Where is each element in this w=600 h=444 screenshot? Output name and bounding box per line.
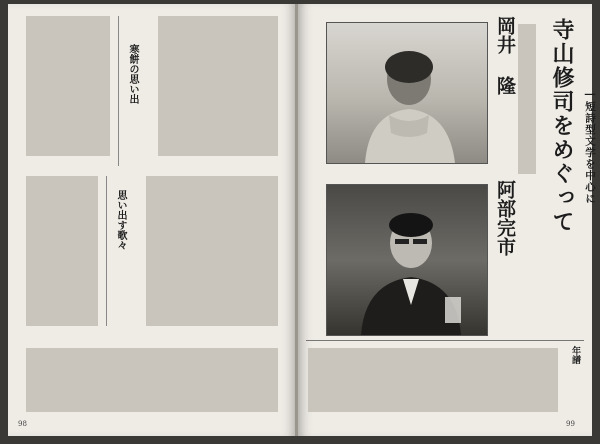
intro-text [516, 24, 538, 182]
portrait-photo-okai [326, 22, 488, 164]
body-text-block [26, 176, 98, 326]
body-text-block [308, 348, 558, 412]
title-block [542, 18, 596, 268]
author-name-okai: 岡井 隆 [494, 16, 516, 95]
article-subtitle: ―短詩型文学を中心に [584, 88, 596, 205]
column-rule [118, 16, 119, 166]
body-text-block [158, 16, 278, 156]
body-text-block [26, 348, 278, 412]
left-page [8, 4, 296, 436]
article-title: 寺山修司をめぐって [549, 18, 575, 234]
body-text-block [26, 16, 110, 156]
right-page [298, 4, 596, 436]
timeline-rule [306, 340, 584, 341]
portrait-illustration [327, 185, 487, 335]
page-number-left: 98 [18, 420, 27, 428]
column-rule [106, 176, 107, 326]
timeline-heading: 年譜 [570, 346, 580, 364]
section-heading-utauta: 思い出す歌々 [115, 190, 126, 250]
body-text-block [146, 176, 278, 326]
section-heading-kanmochi: 寒餅の思い出 [127, 44, 138, 104]
portrait-illustration [327, 23, 487, 163]
book-spread [8, 4, 596, 436]
page-number-right: 99 [566, 420, 575, 428]
author-name-abe: 阿部完市 [494, 180, 516, 256]
portrait-photo-abe [326, 184, 488, 336]
body-text-block [518, 24, 536, 174]
